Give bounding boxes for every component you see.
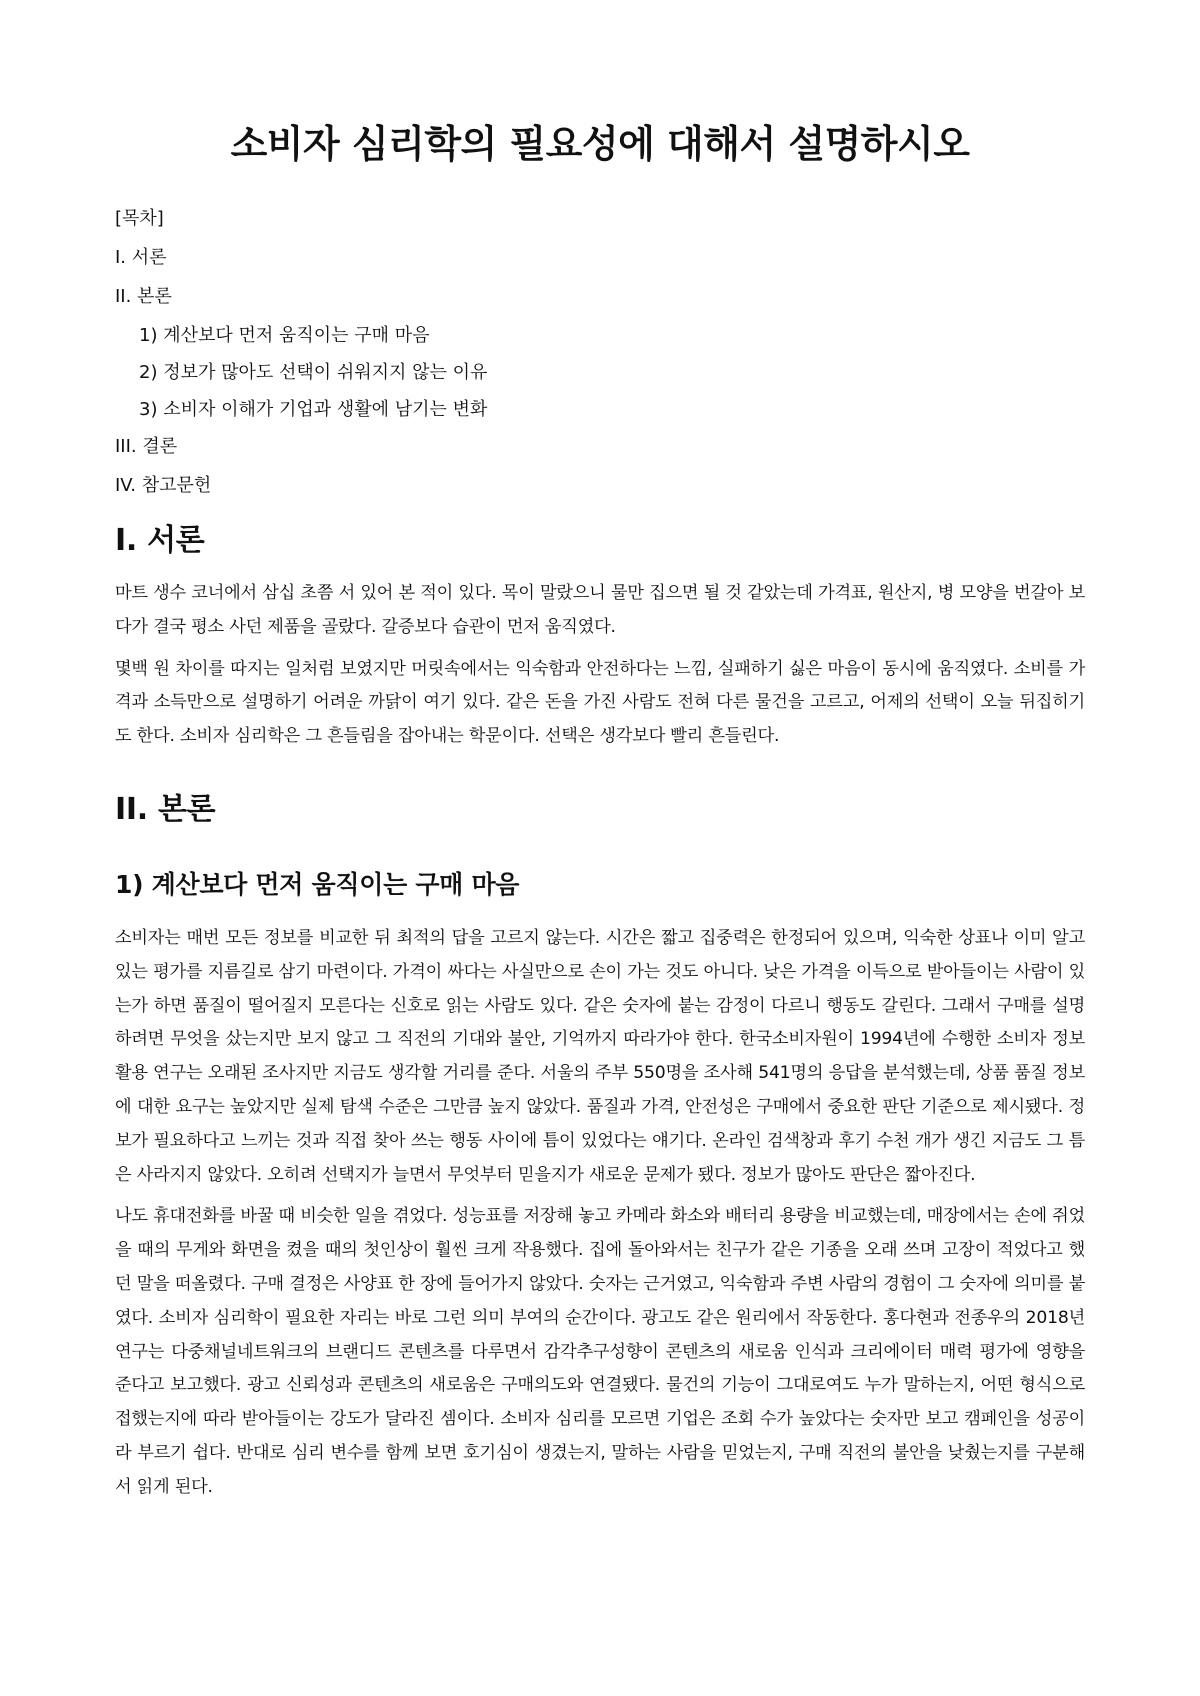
toc-item-conclusion: III. 결론	[115, 436, 178, 457]
toc-item-references: IV. 참고문헌	[115, 475, 212, 496]
document-title: 소비자 심리학의 필요성에 대해서 설명하시오	[230, 122, 970, 166]
introduction-paragraph: 몇백 원 차이를 따지는 일처럼 보였지만 머릿속에서는 익숙함과 안전하다는 느낌, 실패하기 싫은 마음이 동시에 움직였다. 소비를 가격과 소득만으로 설명하기 어려운 까닭이 여기 있다. 같은 돈을 가진 사람도 전혀 다른 물건을 고르고, 어제의 선택이 오늘 뒤집히기도 한다. 소비자 심리학은 그 흔들림을 잡아내는 학문이다. 선택은 생각보다 빨리 흔들린다.	[115, 658, 1085, 747]
section-heading-body: II. 본론	[115, 791, 216, 827]
subsection-heading-1: 1) 계산보다 먼저 움직이는 구매 마음	[115, 869, 520, 899]
toc-item-body: II. 본론	[115, 286, 172, 307]
toc-item-introduction: I. 서론	[115, 247, 167, 268]
body-paragraph: 소비자는 매번 모든 정보를 비교한 뒤 최적의 답을 고르지 않는다. 시간은 짧고 집중력은 한정되어 있으며, 익숙한 상표나 이미 알고 있는 평가를 지름길로 삼기 마련이다. 가격이 싸다는 사실만으로 손이 가는 것도 아니다. 낮은 가격을 이득으로 받아들이는 사람이 있는가 하면 품질이 떨어질지 모른다는 신호로 읽는 사람도 있다. 같은 숫자에 붙는 감정이 다르니 행동도 갈린다. 그래서 구매를 설명하려면 무엇을 샀는지만 보지 않고 그 직전의 기대와 불안, 기억까지 따라가야 한다. 한국소비자원이 1994년에 수행한 소비자 정보 활용 연구는 오래된 조사지만 지금도 생각할 거리를 준다. 서울의 주부 550명을 조사해 541명의 응답을 분석했는데, 상품 품질 정보에 대한 요구는 높았지만 실제 탐색 수준은 그만큼 높지 않았다. 품질과 가격, 안전성은 구매에서 중요한 판단 기준으로 제시됐다. 정보가 필요하다고 느끼는 것과 직접 찾아 쓰는 행동 사이에 틈이 있었다는 얘기다. 온라인 검색창과 후기 수천 개가 생긴 지금도 그 틈은 사라지지 않았다. 오히려 선택지가 늘면서 무엇부터 믿을지가 새로운 문제가 됐다. 정보가 많아도 판단은 짧아진다.	[115, 927, 1085, 1185]
introduction-paragraph: 마트 생수 코너에서 삼십 초쯤 서 있어 본 적이 있다. 목이 말랐으니 물만 집으면 될 것 같았는데 가격표, 원산지, 병 모양을 번갈아 보다가 결국 평소 사던 제품을 골랐다. 갈증보다 습관이 먼저 움직였다.	[115, 583, 1085, 637]
toc-item-body-sub1: 1) 계산보다 먼저 움직이는 구매 마음	[139, 325, 430, 346]
toc-item-body-sub3: 3) 소비자 이해가 기업과 생활에 남기는 변화	[139, 399, 488, 420]
table-of-contents	[115, 206, 1085, 499]
toc-item-body-sub2: 2) 정보가 많아도 선택이 쉬워지지 않는 이유	[139, 362, 488, 383]
toc-heading: [목차]	[115, 208, 164, 229]
section-heading-introduction: I. 서론	[115, 523, 205, 558]
body-paragraph: 나도 휴대전화를 바꿀 때 비슷한 일을 겪었다. 성능표를 저장해 놓고 카메라 화소와 배터리 용량을 비교했는데, 매장에서는 손에 쥐었을 때의 무게와 화면을 켰을 때의 첫인상이 훨씬 크게 작용했다. 집에 돌아와서는 친구가 같은 기종을 오래 쓰며 고장이 적었다고 했던 말을 떠올렸다. 구매 결정은 사양표 한 장에 들어가지 않았다. 숫자는 근거였고, 익숙함과 주변 사람의 경험이 그 숫자에 의미를 붙였다. 소비자 심리학이 필요한 자리는 바로 그런 의미 부여의 순간이다. 광고도 같은 원리에서 작동한다. 홍다현과 전종우의 2018년 연구는 다중채널네트워크의 브랜디드 콘텐츠를 다루면서 감각추구성향이 콘텐츠의 새로움 인식과 크리에이터 매력 평가에 영향을 준다고 보고했다. 광고 신뢰성과 콘텐츠의 새로움은 구매의도와 연결됐다. 물건의 기능이 그대로여도 누가 말하는지, 어떤 형식으로 접했는지에 따라 받아들이는 강도가 달라진 셈이다. 소비자 심리를 모르면 기업은 조회 수가 높았다는 숫자만 보고 캠페인을 성공이라 부르기 쉽다. 반대로 심리 변수를 함께 보면 호기심이 생겼는지, 말하는 사람을 믿었는지, 구매 직전의 불안을 낮췄는지를 구분해서 읽게 된다.	[115, 1206, 1085, 1497]
